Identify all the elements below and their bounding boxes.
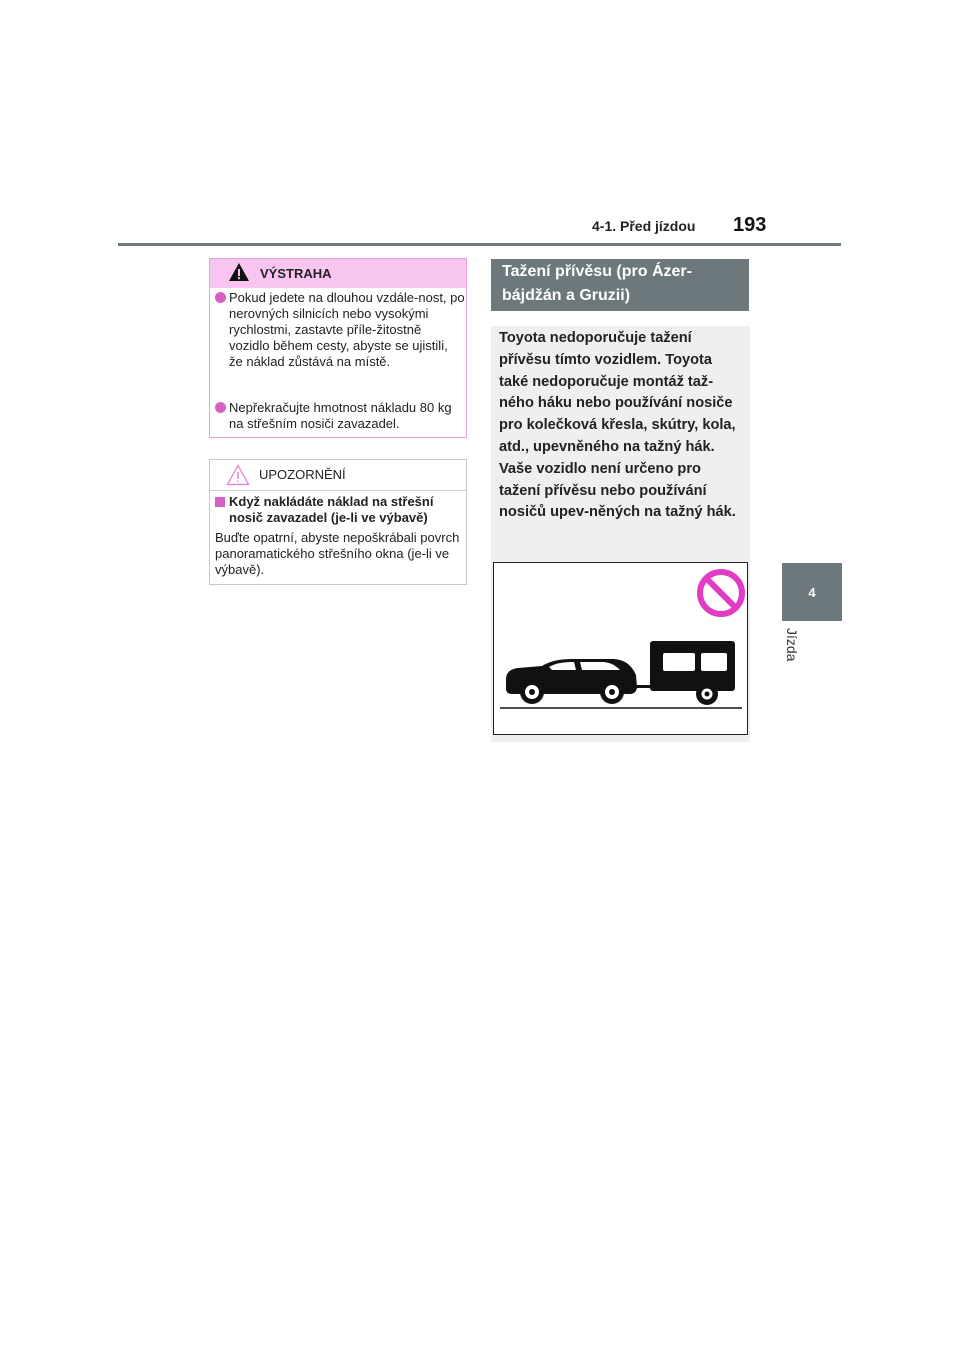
- warning-title: VÝSTRAHA: [260, 266, 332, 281]
- towing-heading: Tažení přívěsu (pro Ázer-bájdžán a Gruzii): [491, 259, 749, 311]
- warning-item-text: Pokud jedete na dlouhou vzdále-nost, po nerovných silnicích nebo vysokými rychlostmi, zastavte příle-žitostně vozidlo během cesty, abyste se ujistili, že náklad zůstává na místě.: [229, 290, 465, 369]
- notice-title: UPOZORNĚNÍ: [259, 467, 346, 482]
- notice-box: UPOZORNĚNÍ Když nakládáte náklad na střešní nosič zavazadel (je-li ve výbavě) Buďte opatrní, abyste nepoškrábali povrch panoramatického střešního okna (je-li ve výbavě).: [209, 459, 467, 585]
- chapter-label: Jízda: [784, 628, 800, 662]
- notice-header: [210, 460, 466, 491]
- caution-triangle-outline-icon: [226, 464, 250, 491]
- prohibited-icon: [700, 572, 742, 614]
- warning-item-text: Nepřekračujte hmotnost nákladu 80 kg na střešním nosiči zavazadel.: [229, 400, 452, 431]
- header-section-title: 4-1. Před jízdou: [592, 218, 696, 234]
- chapter-number: 4: [808, 584, 816, 600]
- towing-illustration: [493, 562, 748, 735]
- towing-body: Toyota nedoporučuje tažení přívěsu tímto vozidlem. Toyota také nedoporučuje montáž taž-ného háku nebo používání nosiče pro kolečková křesla, skútry, kola, atd., upevněného na tažný hák. Vaše vozidlo není určeno pro tažení přívěsu nebo používání nosičů upev-něných na tažný hák.: [499, 330, 736, 521]
- bullet-icon: [215, 292, 226, 303]
- warning-triangle-filled-icon: [228, 262, 250, 287]
- page-number: 193: [733, 214, 767, 236]
- chapter-tab[interactable]: [782, 563, 842, 621]
- header-divider: [118, 243, 841, 246]
- car-with-trailer-icon: [494, 563, 747, 734]
- warning-header: [210, 259, 466, 288]
- warning-box: [209, 258, 467, 438]
- notice-body: Buďte opatrní, abyste nepoškrábali povrch panoramatického střešního okna (je-li ve výbavě).: [215, 530, 460, 577]
- bullet-icon: [215, 402, 226, 413]
- square-bullet-icon: [215, 497, 225, 507]
